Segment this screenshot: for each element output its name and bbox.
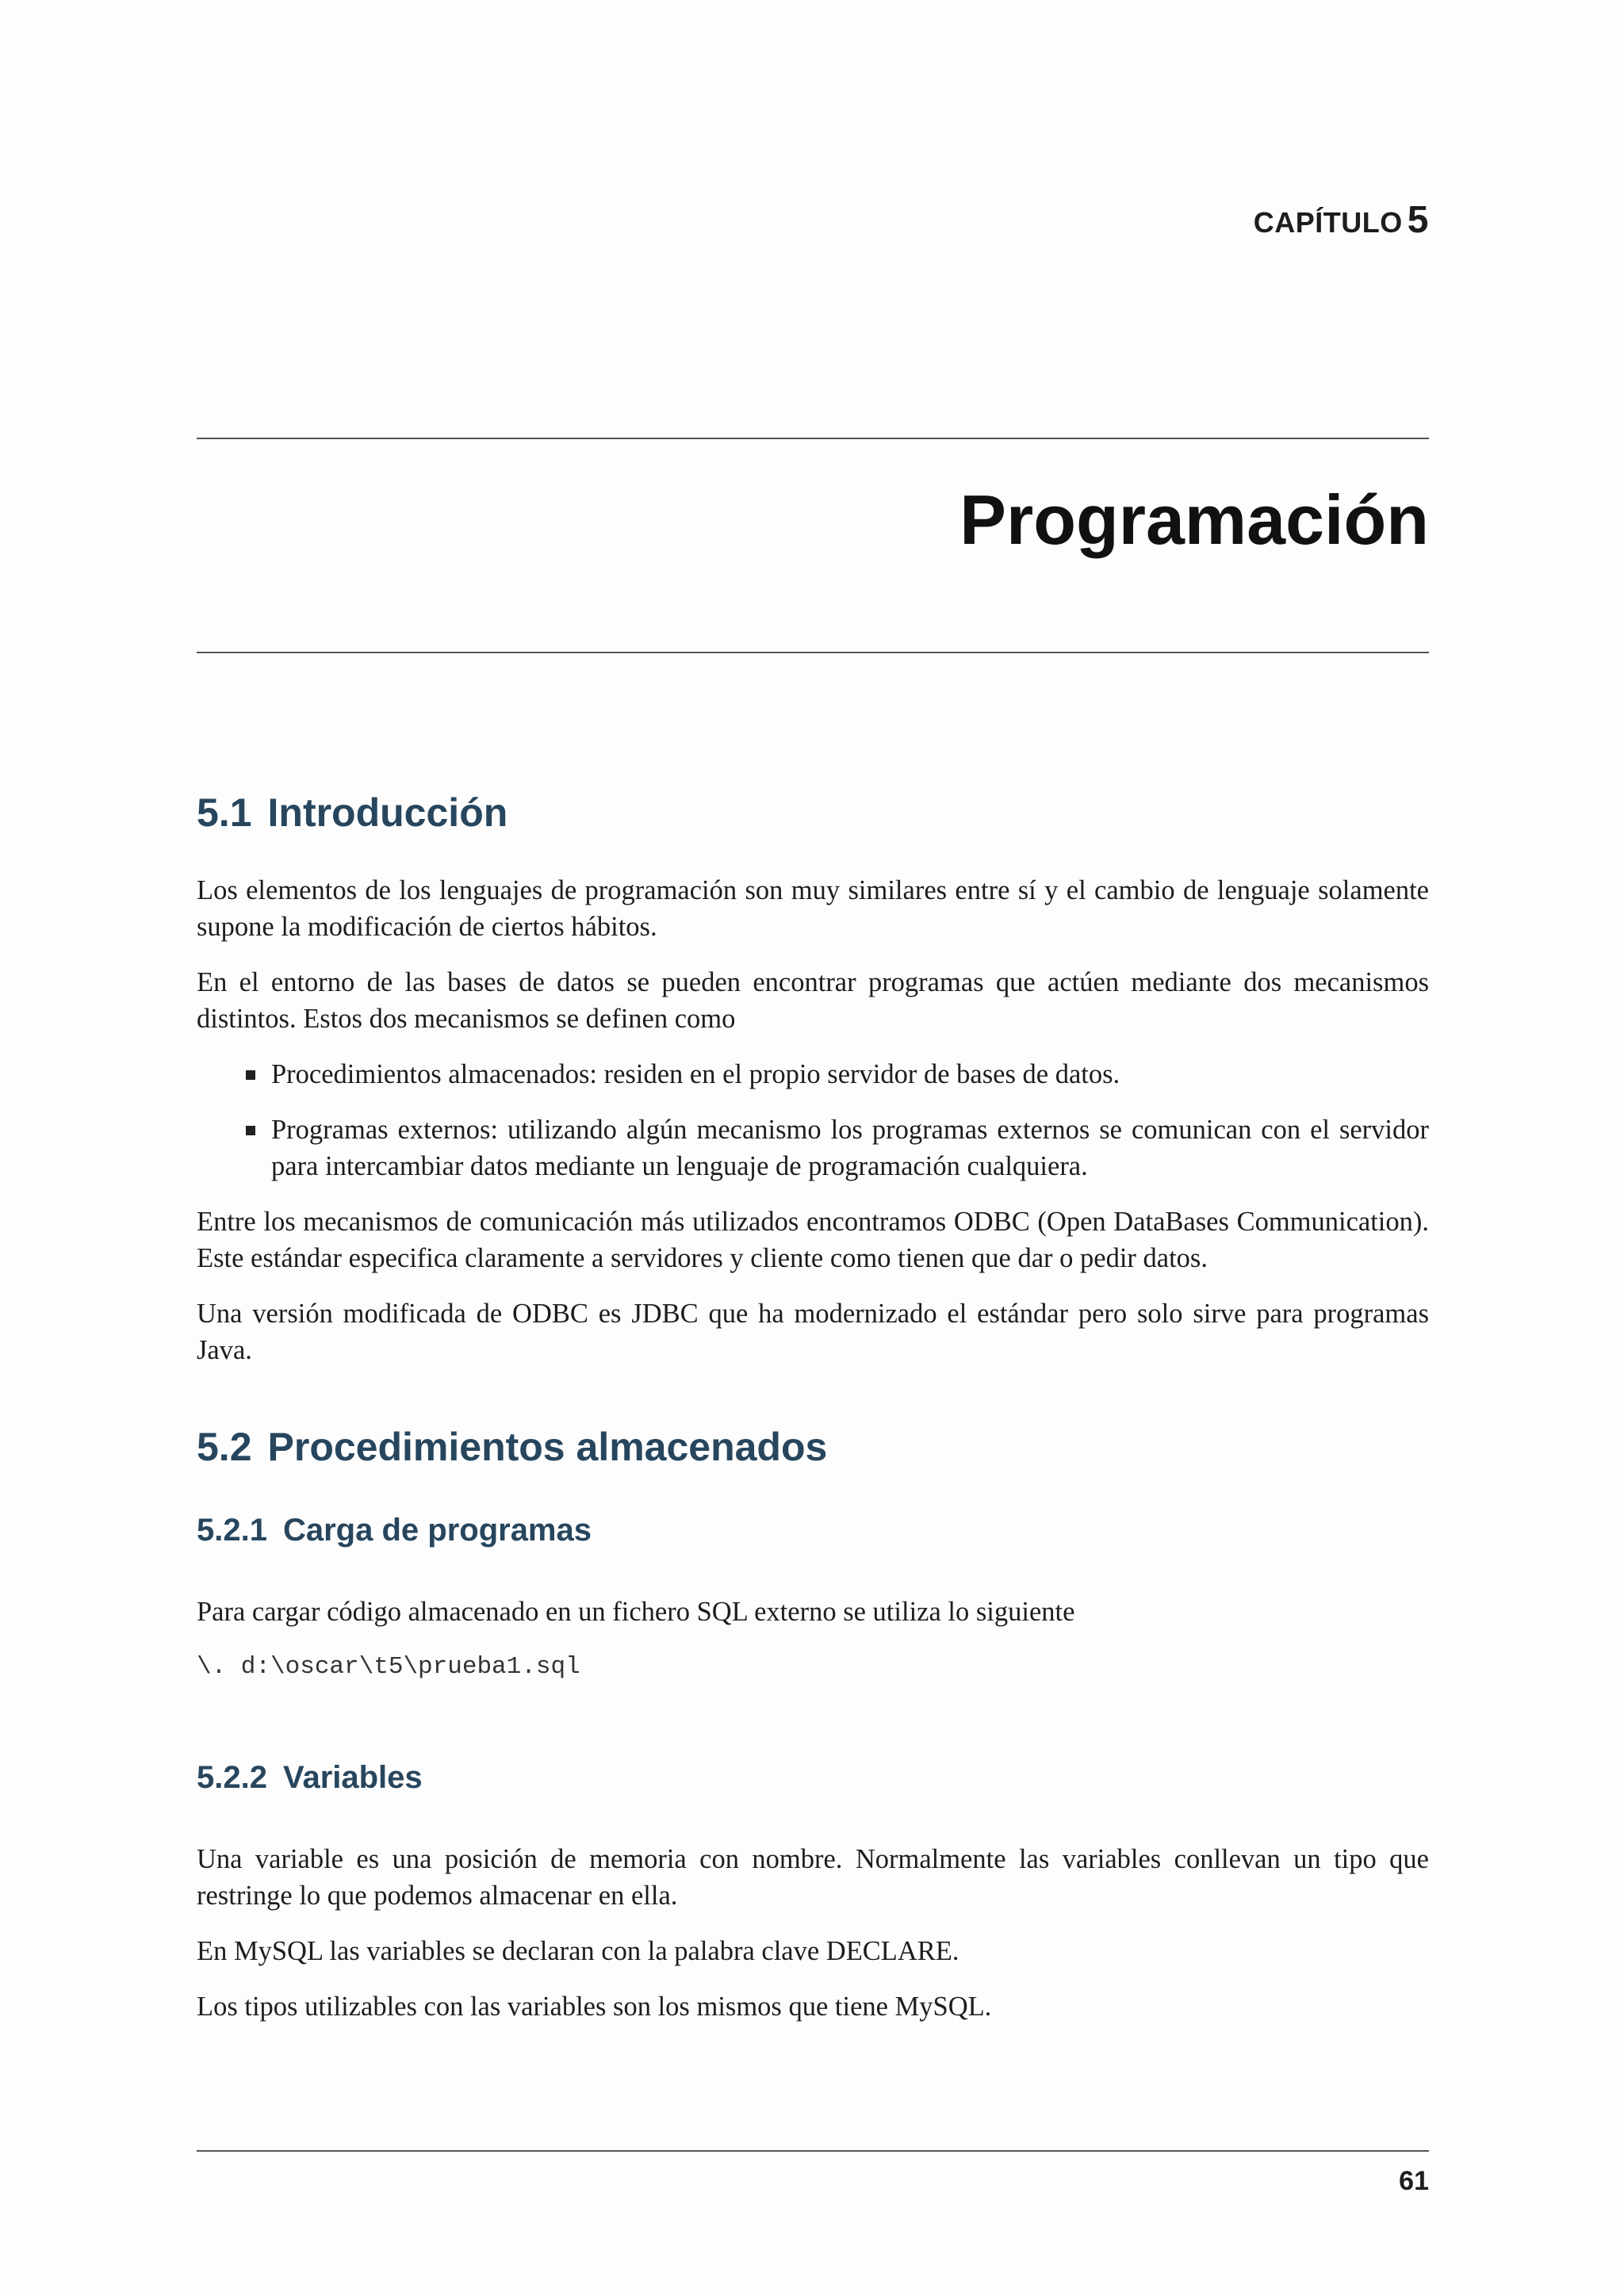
- subsection-heading-variables: [197, 1755, 1429, 1800]
- paragraph: Entre los mecanismos de comunicación más utilizados encontramos ODBC (Open DataBases Communication). Este estándar especifica claramente a servidores y cliente como tienen que dar o pedir datos.: [197, 1207, 1429, 1273]
- section-number: 5.2: [197, 1425, 252, 1469]
- list-item: [271, 1112, 1429, 1184]
- section-heading-intro: [197, 785, 1429, 840]
- section-title: Introducción: [267, 790, 508, 835]
- document-page: [197, 0, 1429, 2296]
- page-content: [197, 785, 1429, 2044]
- paragraph: Los elementos de los lenguajes de programación son muy similares entre sí y el cambio de lenguaje solamente supone la modificación de ciertos hábitos.: [197, 875, 1429, 942]
- chapter-label-text: CAPÍTULO: [1253, 206, 1403, 239]
- title-rule-top: [197, 438, 1429, 439]
- paragraph: Una variable es una posición de memoria con nombre. Normalmente las variables conllevan un tipo que restringe lo que podemos almacenar en ella.: [197, 1844, 1429, 1911]
- paragraph: Una versión modificada de ODBC es JDBC que ha modernizado el estándar pero solo sirve para programas Java.: [197, 1299, 1429, 1365]
- subsection-number: 5.2.2: [197, 1760, 267, 1795]
- page-number: 61: [1399, 2166, 1429, 2196]
- section-number: 5.1: [197, 790, 252, 835]
- square-bullet-icon: [246, 1126, 255, 1135]
- subsection-title: Variables: [282, 1760, 423, 1795]
- chapter-title: Programación: [959, 480, 1429, 559]
- list-item: [271, 1056, 1429, 1093]
- paragraph: En el entorno de las bases de datos se pueden encontrar programas que actúen mediante dos mecanismos distintos. Estos dos mecanismos se definen como: [197, 967, 1429, 1034]
- section-title: Procedimientos almacenados: [267, 1425, 828, 1469]
- list-item-text: Procedimientos almacenados: residen en el propio servidor de bases de datos.: [271, 1059, 1120, 1089]
- code-block: \. d:\oscar\t5\prueba1.sql: [197, 1653, 580, 1681]
- bullet-list: [197, 1056, 1429, 1184]
- paragraph: Para cargar código almacenado en un fichero SQL externo se utiliza lo siguiente: [197, 1597, 1075, 1627]
- footer-rule: [197, 2150, 1429, 2152]
- list-item-text: Programas externos: utilizando algún mecanismo los programas externos se comunican con el servidor para intercambiar datos mediante un lenguaje de programación cualquiera.: [271, 1115, 1429, 1181]
- paragraph: En MySQL las variables se declaran con la palabra clave DECLARE.: [197, 1936, 959, 1966]
- chapter-label: [1254, 198, 1429, 242]
- section-heading-procedures: [197, 1419, 1429, 1475]
- square-bullet-icon: [246, 1070, 255, 1080]
- chapter-number: 5: [1407, 199, 1429, 241]
- title-rule-bottom: [197, 652, 1429, 653]
- subsection-heading-carga: [197, 1508, 1429, 1552]
- subsection-title: Carga de programas: [282, 1513, 592, 1548]
- paragraph: Los tipos utilizables con las variables son los mismos que tiene MySQL.: [197, 1992, 992, 2022]
- subsection-number: 5.2.1: [197, 1513, 267, 1548]
